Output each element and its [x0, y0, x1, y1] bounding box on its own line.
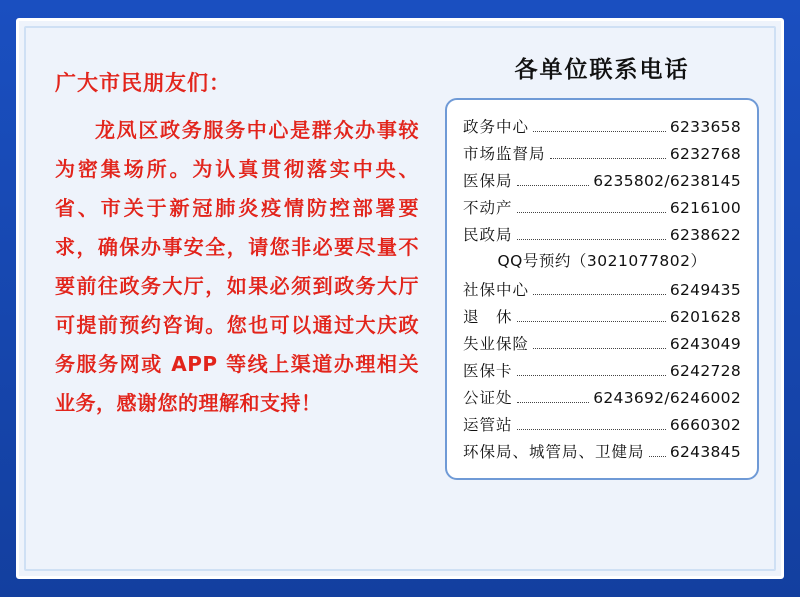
- contact-name: 民政局: [463, 225, 513, 244]
- contact-number: 6243049: [669, 334, 741, 353]
- notice-panel: [19, 21, 439, 576]
- dot-leader: [517, 239, 666, 240]
- contacts-panel: [439, 21, 781, 576]
- table-row: [463, 112, 741, 139]
- table-row: [463, 139, 741, 166]
- contact-number: 6216100: [669, 198, 741, 217]
- contact-number: 6232768: [669, 144, 741, 163]
- contact-name: 退 休: [463, 307, 513, 326]
- contact-name: 政务中心: [463, 117, 530, 136]
- dot-leader: [533, 131, 666, 132]
- table-row: [463, 410, 741, 437]
- contact-number: 6243845: [669, 442, 741, 461]
- dot-leader: [550, 158, 666, 159]
- table-row: [463, 356, 741, 383]
- contact-name: 社保中心: [463, 280, 530, 299]
- table-row: [463, 383, 741, 410]
- contact-name: 不动产: [463, 198, 513, 217]
- table-row: [463, 220, 741, 247]
- dot-leader: [517, 212, 666, 213]
- contact-name: 运管站: [463, 415, 513, 434]
- table-row: [463, 193, 741, 220]
- poster-inner-frame: [16, 18, 784, 579]
- dot-leader: [533, 348, 666, 349]
- contact-number: 6242728: [669, 361, 741, 380]
- table-row: [463, 329, 741, 356]
- contact-name: 公证处: [463, 388, 513, 407]
- contact-number: 6201628: [669, 307, 741, 326]
- table-row: [463, 302, 741, 329]
- contact-name: 失业保险: [463, 334, 530, 353]
- dot-leader: [533, 294, 666, 295]
- contact-number: 6660302: [669, 415, 741, 434]
- dot-leader: [517, 402, 590, 403]
- dot-leader: [517, 429, 666, 430]
- contact-number: 6243692/6246002: [593, 388, 741, 407]
- table-row: [463, 437, 741, 464]
- dot-leader: [517, 321, 666, 322]
- notice-salutation: 广大市民朋友们：: [55, 71, 231, 95]
- contacts-title: 各单位联系电话: [514, 57, 690, 83]
- notice-body: 龙凤区政务服务中心是群众办事较为密集场所。为认真贯彻落实中央、省、市关于新冠肺炎疫情防控部署要求，确保办事安全，请您非必要尽量不要前往政务大厅，如果必须到政务大厅可提前预约咨询。您也可以通过大庆政务服务网或 APP 等线上渠道办理相关业务，感谢您的理解和支持！: [55, 118, 419, 415]
- table-row: [463, 166, 741, 193]
- contact-number: 6233658: [669, 117, 741, 136]
- contact-number: 6235802/6238145: [593, 171, 741, 190]
- dot-leader: [517, 185, 590, 186]
- contacts-card: [445, 98, 759, 480]
- dot-leader: [517, 375, 666, 376]
- contact-number: 6238622: [669, 225, 741, 244]
- contact-name: 市场监督局: [463, 144, 546, 163]
- qq-reservation-note: QQ号预约（3021077802）: [497, 252, 707, 270]
- contact-number: 6249435: [669, 280, 741, 299]
- dot-leader: [649, 456, 666, 457]
- table-row: [463, 275, 741, 302]
- contact-name: 医保局: [463, 171, 513, 190]
- contact-name: 医保卡: [463, 361, 513, 380]
- contact-name: 环保局、城管局、卫健局: [463, 442, 645, 461]
